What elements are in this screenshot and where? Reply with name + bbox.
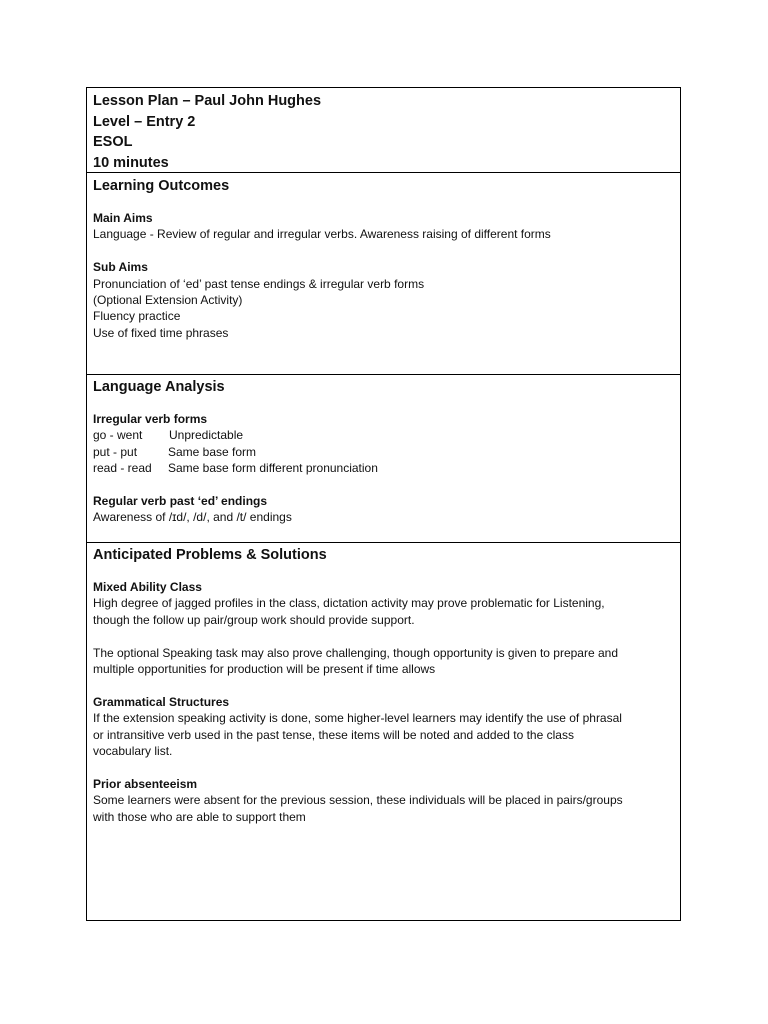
paragraph-line: vocabulary list. xyxy=(93,744,173,759)
problems-solutions-title: Anticipated Problems & Solutions xyxy=(93,547,327,563)
grammatical-structures-heading: Grammatical Structures xyxy=(93,694,230,709)
paragraph-line: though the follow up pair/group work should provide support. xyxy=(93,612,415,627)
paragraph-line: Some learners were absent for the previous session, these individuals will be placed in pairs/groups xyxy=(93,793,623,808)
verb-pair: read - read xyxy=(93,461,152,476)
irregular-verb-row xyxy=(93,460,674,476)
learning-outcomes-title: Learning Outcomes xyxy=(93,178,230,194)
subject-line: ESOL xyxy=(93,134,133,150)
sub-aim-item: Fluency practice xyxy=(93,309,181,324)
sub-aim-item: Use of fixed time phrases xyxy=(93,325,229,340)
mixed-ability-heading: Mixed Ability Class xyxy=(93,580,202,594)
paragraph-line: High degree of jagged profiles in the class, dictation activity may prove problematic for Listening, xyxy=(93,596,605,611)
regular-verbs-heading: Regular verb past ‘ed’ endings xyxy=(93,494,268,509)
spacer xyxy=(93,628,674,644)
problems-solutions-cell xyxy=(87,542,680,920)
verb-pair: put - put xyxy=(93,444,138,459)
lesson-plan-table xyxy=(86,87,681,921)
paragraph-line: or intransitive verb used in the past tense, these items will be noted and added to the class xyxy=(93,727,574,742)
language-analysis-title: Language Analysis xyxy=(93,379,225,395)
regular-verbs-text: Awareness of /ɪd/, /d/, and /t/ endings xyxy=(93,510,292,525)
main-aims-text: Language - Review of regular and irregular verbs. Awareness raising of different forms xyxy=(93,227,551,242)
spacer xyxy=(93,759,674,775)
irregular-verbs-heading: Irregular verb forms xyxy=(93,412,208,426)
verb-note: Same base form different pronunciation xyxy=(168,461,378,476)
prior-absenteeism-heading: Prior absenteeism xyxy=(93,776,198,791)
header-cell xyxy=(87,88,680,172)
paragraph-line: with those who are able to support them xyxy=(93,809,306,824)
spacer xyxy=(93,477,674,493)
irregular-verb-row xyxy=(93,427,674,443)
irregular-verb-row xyxy=(93,444,674,460)
sub-aims-heading: Sub Aims xyxy=(93,260,148,275)
paragraph-line: multiple opportunities for production will be present if time allows xyxy=(93,662,436,677)
verb-note: Same base form xyxy=(168,444,257,459)
sub-aim-item: (Optional Extension Activity) xyxy=(93,293,243,308)
verb-note: Unpredictable xyxy=(169,428,244,443)
paragraph-line: The optional Speaking task may also prove challenging, though opportunity is given to prepare and xyxy=(93,645,619,660)
learning-outcomes-cell xyxy=(87,172,680,374)
main-aims-heading: Main Aims xyxy=(93,211,153,225)
spacer xyxy=(93,243,674,259)
paragraph-line: If the extension speaking activity is done, some higher-level learners may identify the use of phrasal xyxy=(93,711,622,726)
verb-pair: go - went xyxy=(93,428,143,443)
level-line: Level – Entry 2 xyxy=(93,113,196,130)
sub-aim-item: Pronunciation of ‘ed’ past tense endings & irregular verb forms xyxy=(93,276,425,291)
spacer xyxy=(93,677,674,693)
duration-line: 10 minutes xyxy=(93,154,169,171)
language-analysis-cell xyxy=(87,374,680,542)
lesson-plan-title: Lesson Plan – Paul John Hughes xyxy=(93,93,322,109)
